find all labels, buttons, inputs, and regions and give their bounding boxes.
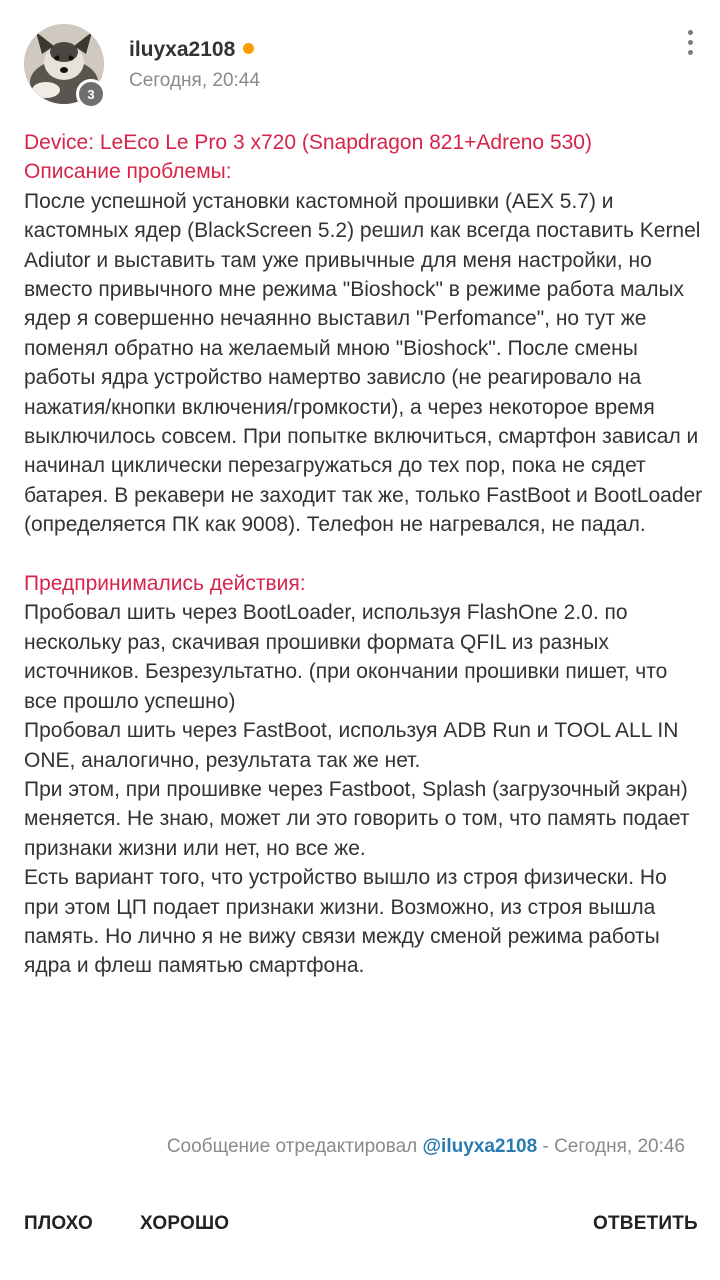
- actions-paragraph: Пробовал шить через BootLoader, используя FlashOne 2.0. по нескольку раз, скачивая прошивки формата QFIL из разных источников. Безрезультатно. (при окончании прошивки пишет, что все прошло успешно): [24, 601, 668, 713]
- author-name-text[interactable]: iluyxa2108: [129, 38, 236, 61]
- actions-paragraph: Есть вариант того, что устройство вышло из строя физически. Но при этом ЦП подает признаки жизни. Возможно, из строя вышла память. Но лично я не вижу связи между сменой режима работы ядра и флеш памятью смартфона.: [24, 866, 667, 978]
- post-timestamp: Сегодня, 20:44: [129, 70, 260, 91]
- edit-note-suffix: - Сегодня, 20:46: [542, 1136, 685, 1157]
- post-action-bar: [0, 1205, 720, 1245]
- rate-good-button[interactable]: ХОРОШО: [140, 1213, 230, 1234]
- online-status-icon: [243, 43, 254, 54]
- actions-paragraph: Пробовал шить через FastBoot, используя ADB Run и TOOL ALL IN ONE, аналогично, результата так же нет.: [24, 719, 679, 772]
- post-header: [0, 0, 720, 115]
- edit-note: [0, 1136, 685, 1158]
- actions-paragraph: При этом, при прошивке через Fastboot, Splash (загрузочный экран) меняется. Не знаю, может ли это говорить о том, что память подает признаки жизни или нет, но все же.: [24, 777, 690, 860]
- problem-text: После успешной установки кастомной прошивки (AEX 5.7) и кастомных ядер (BlackScreen 5.2) решил как всегда поставить Kernel Adiutor и выставить там уже привычные для меня настройки, но вместо привычного мне режима "Bioshock" в режиме работа малых ядер я совершенно нечаянно выставил "Perfomance", но тут же поменял обратно на желаемый мною "Bioshock". После смены работы ядра устройство намертво зависло (не реагировало на нажатия/кнопки включения/громкости), а через некоторое время выключилось совсем. При попытке включиться, смартфон зависал и начинал циклически перезагружаться до тех пор, пока не сядет батарея. В рекавери не заходит так же, только FastBoot и BootLoader (определяется ПК как 9008). Телефон не нагревался, не падал.: [24, 189, 703, 537]
- reputation-badge: 3: [76, 79, 106, 109]
- more-vertical-icon[interactable]: [680, 30, 700, 60]
- author-mention-link[interactable]: @iluyxa2108: [422, 1136, 538, 1157]
- author-name[interactable]: [129, 38, 254, 62]
- actions-heading: Предпринимались действия:: [24, 572, 306, 596]
- problem-heading: Описание проблемы:: [24, 160, 232, 184]
- rate-bad-button[interactable]: ПЛОХО: [24, 1213, 94, 1234]
- edit-note-prefix: Сообщение отредактировал: [166, 1136, 418, 1157]
- device-line: Device: LeEco Le Pro 3 x720 (Snapdragon 821+Adreno 530): [24, 131, 592, 154]
- reply-button[interactable]: ОТВЕТИТЬ: [593, 1213, 698, 1234]
- post-body: [24, 128, 704, 981]
